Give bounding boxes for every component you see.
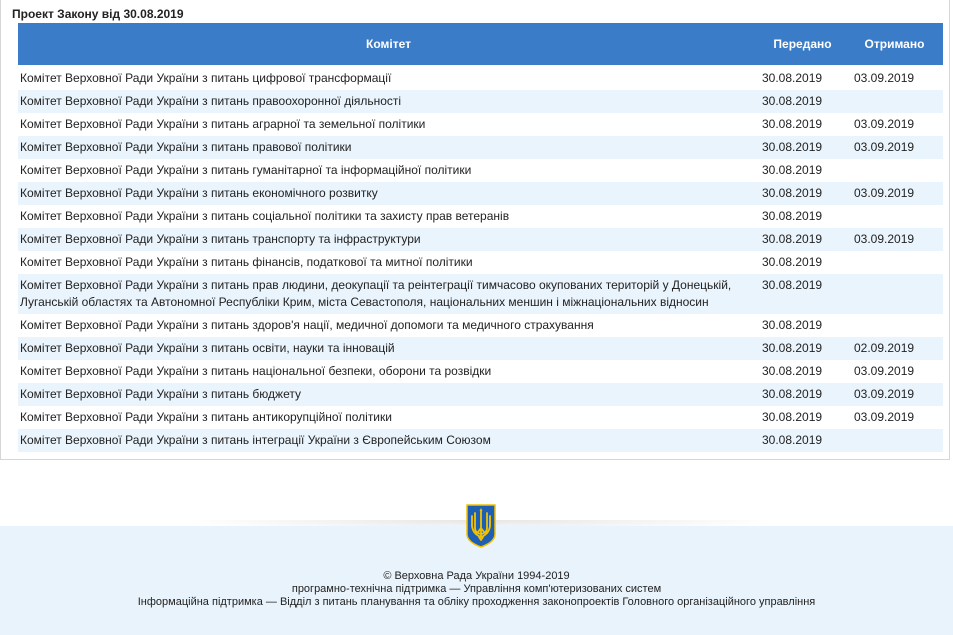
column-header-received: Отримано	[846, 23, 943, 65]
cell-received	[846, 159, 943, 182]
cell-sent: 30.08.2019	[762, 410, 823, 424]
page-title: Проект Закону від 30.08.2019	[12, 7, 184, 21]
footer-tech-support: програмно-технічна підтримка — Управління комп'ютеризованих систем	[291, 583, 662, 595]
table-row	[18, 337, 943, 360]
cell-received: 02.09.2019	[846, 337, 943, 360]
cell-received: 03.09.2019	[846, 383, 943, 406]
column-header-sent: Передано	[759, 23, 846, 65]
cell-received: 03.09.2019	[854, 410, 915, 424]
cell-received	[846, 205, 943, 228]
table-row	[18, 136, 943, 159]
cell-sent: 30.08.2019	[759, 136, 846, 159]
column-header-committee: Комітет	[18, 23, 759, 65]
cell-sent: 30.08.2019	[762, 318, 823, 332]
cell-committee: Комітет Верховної Ради України з питань здоров'я нації, медичної допомоги та медичного страхування	[20, 318, 594, 332]
cell-sent: 30.08.2019	[759, 228, 846, 251]
cell-received: 03.09.2019	[854, 71, 915, 85]
table-row	[18, 205, 943, 228]
cell-received	[846, 90, 943, 113]
cell-received: 03.09.2019	[854, 117, 915, 131]
table-row	[18, 383, 943, 406]
cell-received: 03.09.2019	[854, 364, 915, 378]
table-header-row	[18, 23, 943, 65]
cell-received	[846, 274, 943, 314]
cell-sent: 30.08.2019	[762, 255, 823, 269]
cell-committee: Комітет Верховної Ради України з питань фінансів, податкової та митної політики	[20, 255, 473, 269]
footer-text	[0, 570, 953, 609]
committees-table	[18, 23, 943, 452]
table-row	[18, 90, 943, 113]
table-row	[18, 65, 943, 90]
trident-emblem-icon	[466, 504, 496, 548]
table-row	[18, 360, 943, 383]
cell-sent: 30.08.2019	[762, 71, 823, 85]
table-row	[18, 113, 943, 136]
table-body	[18, 65, 943, 452]
cell-committee: Комітет Верховної Ради України з питань правоохоронної діяльності	[18, 90, 759, 113]
cell-committee: Комітет Верховної Ради України з питань аграрної та земельної політики	[20, 117, 426, 131]
cell-sent: 30.08.2019	[762, 364, 823, 378]
cell-sent: 30.08.2019	[762, 163, 823, 177]
cell-sent: 30.08.2019	[759, 182, 846, 205]
cell-received	[846, 429, 943, 452]
cell-received: 03.09.2019	[846, 228, 943, 251]
cell-committee: Комітет Верховної Ради України з питань інтеграції України з Європейським Союзом	[18, 429, 759, 452]
cell-committee: Комітет Верховної Ради України з питань економічного розвитку	[18, 182, 759, 205]
cell-received	[846, 314, 943, 337]
cell-sent: 30.08.2019	[759, 337, 846, 360]
footer-copyright: © Верховна Рада України 1994-2019	[383, 570, 570, 582]
table-row	[18, 274, 943, 314]
cell-received: 03.09.2019	[846, 182, 943, 205]
cell-sent: 30.08.2019	[759, 429, 846, 452]
cell-sent: 30.08.2019	[759, 383, 846, 406]
table-row	[18, 406, 943, 429]
cell-committee: Комітет Верховної Ради України з питань правової політики	[18, 136, 759, 159]
cell-committee: Комітет Верховної Ради України з питань антикорупційної політики	[20, 410, 392, 424]
cell-committee: Комітет Верховної Ради України з питань бюджету	[18, 383, 759, 406]
cell-sent: 30.08.2019	[762, 209, 823, 223]
table-row	[18, 429, 943, 452]
cell-committee: Комітет Верховної Ради України з питань освіти, науки та інновацій	[18, 337, 759, 360]
table-row	[18, 251, 943, 274]
cell-received: 03.09.2019	[846, 136, 943, 159]
cell-sent: 30.08.2019	[759, 90, 846, 113]
table-row	[18, 314, 943, 337]
table-row	[18, 159, 943, 182]
cell-sent: 30.08.2019	[762, 117, 823, 131]
cell-committee: Комітет Верховної Ради України з питань національної безпеки, оборони та розвідки	[20, 364, 492, 378]
cell-committee: Комітет Верховної Ради України з питань гуманітарної та інформаційної політики	[20, 163, 472, 177]
cell-committee: Комітет Верховної Ради України з питань цифрової трансформації	[20, 71, 392, 85]
table-row	[18, 182, 943, 205]
table-row	[18, 228, 943, 251]
footer-info-support: Інформаційна підтримка — Відділ з питань планування та обліку проходження законопроектів Головного організаційного управління	[137, 596, 816, 608]
cell-received	[846, 251, 943, 274]
cell-committee: Комітет Верховної Ради України з питань прав людини, деокупації та реінтеграції тимчасово окупованих територій у Донецькій, Луганській областях та Автономної Республіки Крим, міста Севастополя, національних меншин і міжнаціональних відносин	[18, 274, 759, 314]
cell-sent: 30.08.2019	[759, 274, 846, 314]
cell-committee: Комітет Верховної Ради України з питань транспорту та інфраструктури	[18, 228, 759, 251]
cell-committee: Комітет Верховної Ради України з питань соціальної політики та захисту прав ветеранів	[20, 209, 510, 223]
